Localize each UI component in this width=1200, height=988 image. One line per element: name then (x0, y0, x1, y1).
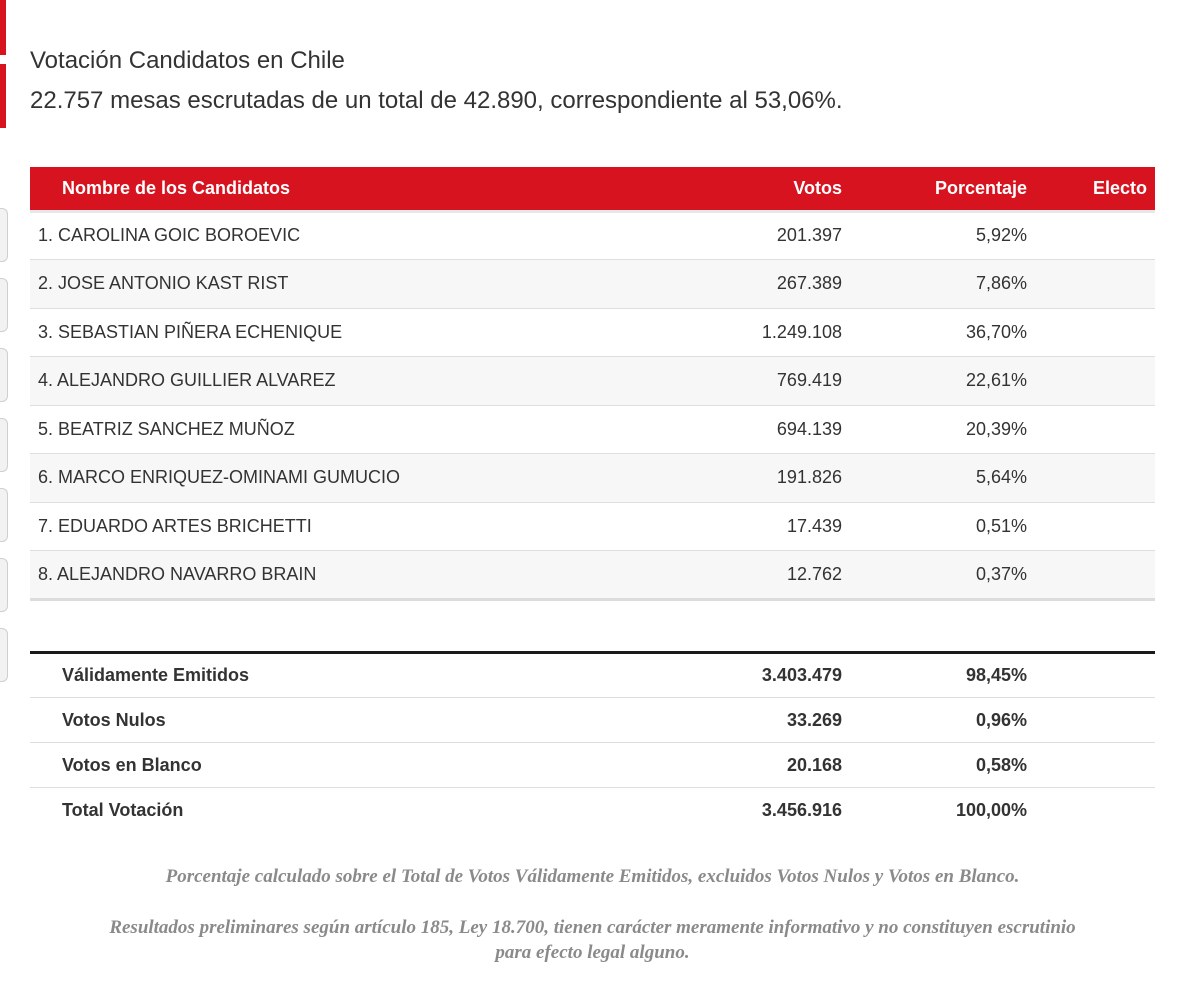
page-title: Votación Candidatos en Chile (30, 47, 345, 74)
candidate-name: 2. JOSE ANTONIO KAST RIST (30, 260, 550, 309)
legal-disclaimer-line-1: Resultados preliminares según artículo 185, Ley 18.700, tienen carácter meramente informativo y no constituyen escrutinio (109, 917, 1076, 938)
table-row (30, 260, 1155, 309)
candidates-table (30, 167, 1155, 601)
column-header-percent: Porcentaje (842, 167, 1027, 211)
candidate-name: 7. EDUARDO ARTES BRICHETTI (30, 502, 550, 551)
table-row (30, 211, 1155, 260)
table-row (30, 454, 1155, 503)
totals-votes: 20.168 (550, 743, 842, 788)
totals-label: Votos en Blanco (30, 743, 550, 788)
side-nav-tab[interactable] (0, 558, 8, 612)
candidate-elected (1027, 502, 1155, 551)
totals-votes: 3.456.916 (761, 799, 842, 820)
candidate-votes: 694.139 (550, 405, 842, 454)
candidate-percent: 20,39% (842, 405, 1027, 454)
column-header-elected: Electo (1027, 167, 1155, 211)
totals-label: Votos Nulos (30, 698, 550, 743)
legal-disclaimer (30, 915, 1155, 965)
candidate-name: 8. ALEJANDRO NAVARRO BRAIN (30, 551, 550, 600)
accent-bar-middle (0, 64, 6, 128)
table-row (30, 502, 1155, 551)
candidate-elected (1027, 405, 1155, 454)
totals-percent: 0,96% (842, 698, 1027, 743)
totals-row (30, 653, 1155, 698)
table-row (30, 308, 1155, 357)
candidate-name: 4. ALEJANDRO GUILLIER ALVAREZ (30, 357, 550, 406)
candidate-percent: 0,37% (842, 551, 1027, 600)
candidate-votes: 769.419 (550, 357, 842, 406)
legal-disclaimer-line-2: para efecto legal alguno. (495, 942, 690, 963)
candidate-votes: 12.762 (550, 551, 842, 600)
candidate-votes: 201.397 (550, 211, 842, 260)
totals-percent: 98,45% (842, 653, 1027, 698)
totals-table (30, 651, 1155, 833)
totals-row (30, 698, 1155, 743)
table-row (30, 405, 1155, 454)
candidate-elected (1027, 357, 1155, 406)
table-header-row (30, 167, 1155, 211)
candidate-elected (1027, 454, 1155, 503)
candidate-name: 6. MARCO ENRIQUEZ-OMINAMI GUMUCIO (30, 454, 550, 503)
column-header-votes: Votos (550, 167, 842, 211)
table-row (30, 551, 1155, 600)
side-nav-tab[interactable] (0, 278, 8, 332)
totals-percent: 100,00% (955, 799, 1027, 820)
candidate-votes: 191.826 (550, 454, 842, 503)
totals-votes: 33.269 (550, 698, 842, 743)
candidate-votes: 267.389 (550, 260, 842, 309)
candidate-percent: 5,92% (842, 211, 1027, 260)
candidate-percent: 5,64% (842, 454, 1027, 503)
totals-percent: 0,58% (842, 743, 1027, 788)
side-nav-tab[interactable] (0, 348, 8, 402)
candidate-elected (1027, 308, 1155, 357)
side-nav-tab[interactable] (0, 208, 8, 262)
percentage-footnote: Porcentaje calculado sobre el Total de Votos Válidamente Emitidos, excluidos Votos Nulos y Votos en Blanco. (165, 866, 1020, 887)
candidate-name: 5. BEATRIZ SANCHEZ MUÑOZ (30, 405, 550, 454)
candidate-name: 3. SEBASTIAN PIÑERA ECHENIQUE (30, 308, 550, 357)
totals-row (30, 743, 1155, 788)
side-nav-tab[interactable] (0, 488, 8, 542)
column-header-name: Nombre de los Candidatos (30, 167, 550, 211)
totals-label: Válidamente Emitidos (30, 653, 550, 698)
accent-bar-top (0, 0, 6, 55)
candidate-percent: 36,70% (842, 308, 1027, 357)
candidate-votes: 1.249.108 (550, 308, 842, 357)
table-row (30, 357, 1155, 406)
totals-label: Total Votación (62, 799, 184, 820)
candidate-elected (1027, 211, 1155, 260)
candidate-percent: 7,86% (842, 260, 1027, 309)
side-nav-tab[interactable] (0, 418, 8, 472)
candidate-elected (1027, 551, 1155, 600)
side-nav-tab[interactable] (0, 628, 8, 682)
candidate-percent: 0,51% (842, 502, 1027, 551)
candidate-elected (1027, 260, 1155, 309)
candidate-percent: 22,61% (842, 357, 1027, 406)
page-subtitle: 22.757 mesas escrutadas de un total de 42.890, correspondiente al 53,06%. (30, 87, 843, 114)
candidate-votes: 17.439 (550, 502, 842, 551)
totals-row (30, 788, 1155, 833)
totals-votes: 3.403.479 (550, 653, 842, 698)
candidate-name: 1. CAROLINA GOIC BOROEVIC (30, 211, 550, 260)
